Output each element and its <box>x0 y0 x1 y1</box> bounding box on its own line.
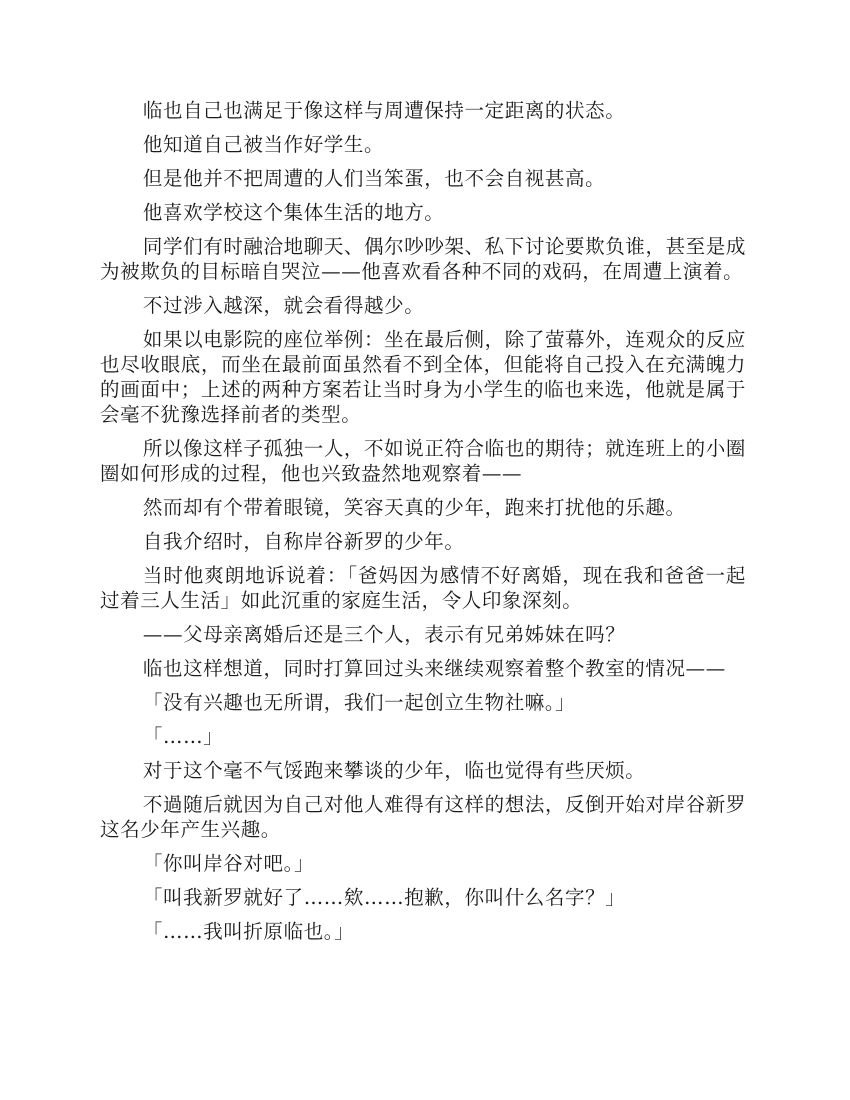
paragraph: 当时他爽朗地诉说着：「爸妈因为感情不好离婚，现在我和爸爸一起过着三人生活」如此沉重的家庭生活，令人印象深刻。 <box>100 564 746 612</box>
paragraph: 但是他并不把周遭的人们当笨蛋，也不会自视甚高。 <box>142 167 606 190</box>
paragraph: 他喜欢学校这个集体生活的地方。 <box>142 201 445 224</box>
dialogue-line: 「……」 <box>142 725 224 748</box>
document-page <box>100 98 746 953</box>
paragraph: 不過随后就因为自己对他人难得有这样的想法，反倒开始对岸谷新罗这名少年产生兴趣。 <box>100 793 746 841</box>
paragraph: 自我介绍时，自称岸谷新罗的少年。 <box>142 530 465 553</box>
paragraph: 他知道自己被当作好学生。 <box>142 133 385 156</box>
paragraph: 对于这个毫不气馁跑来攀谈的少年，临也觉得有些厌烦。 <box>142 759 646 782</box>
paragraph: ——父母亲离婚后还是三个人，表示有兄弟姊妹在吗？ <box>142 623 626 646</box>
dialogue-line: 「没有兴趣也无所谓，我们一起创立生物社嘛。」 <box>142 691 576 714</box>
paragraph: 不过涉入越深，就会看得越少。 <box>142 294 425 317</box>
paragraph: 临也自己也满足于像这样与周遭保持一定距离的状态。 <box>142 99 626 122</box>
dialogue-line: 「……我叫折原临也。」 <box>142 920 355 943</box>
dialogue-line: 「叫我新罗就好了……欸……抱歉，你叫什么名字？」 <box>142 886 626 909</box>
paragraph: 临也这样想道，同时打算回过头来继续观察着整个教室的情况—— <box>142 657 726 680</box>
dialogue-line: 「你叫岸谷对吧。」 <box>142 852 315 875</box>
paragraph: 然而却有个带着眼镜，笑容天真的少年，跑来打扰他的乐趣。 <box>142 496 686 519</box>
paragraph: 所以像这样子孤独一人，不如说正符合临也的期待；就连班上的小圈圈如何形成的过程，他也兴致盎然地观察着—— <box>100 437 746 485</box>
paragraph: 同学们有时融洽地聊天、偶尔吵吵架、私下讨论要欺负谁，甚至是成为被欺负的目标暗自哭泣——他喜欢看各种不同的戏码，在周遭上演着。 <box>100 235 746 283</box>
paragraph: 如果以电影院的座位举例：坐在最后侧，除了萤幕外，连观众的反应也尽收眼底，而坐在最前面虽然看不到全体，但能将自己投入在充满魄力的画面中；上述的两种方案若让当时身为小学生的临也来选，他就是属于会毫不犹豫选择前者的类型。 <box>100 328 746 426</box>
